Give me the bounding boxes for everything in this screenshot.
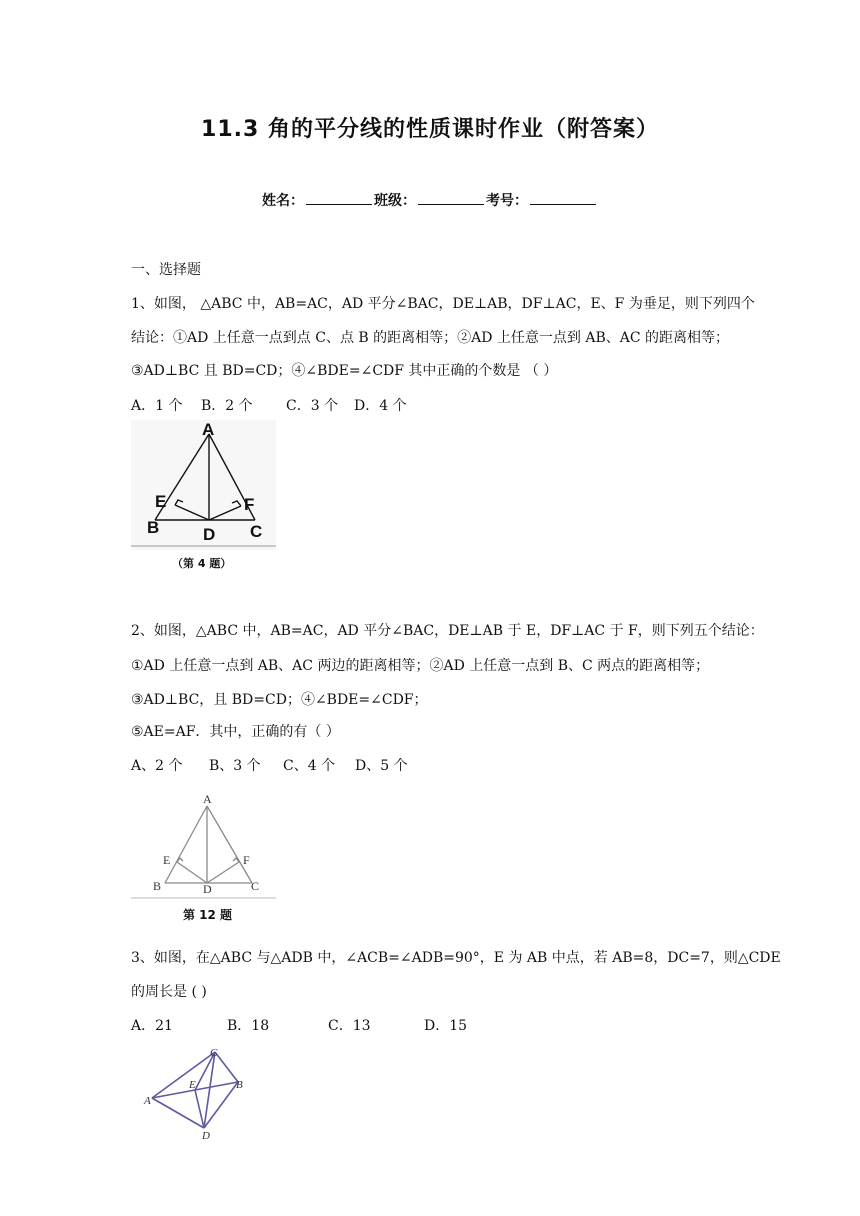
q1-line-3: ③AD⊥BC 且 BD=CD；④∠BDE=∠CDF 其中正确的个数是 （ ）	[131, 363, 558, 379]
q2-label-d: D	[203, 882, 212, 896]
name-label: 姓名：	[262, 193, 304, 209]
q3-label-c: C	[210, 1047, 218, 1059]
q2-label-c: C	[251, 879, 260, 893]
q3-options	[131, 1015, 467, 1035]
name-blank	[306, 192, 372, 205]
q3-option-b: B．18	[227, 1018, 270, 1034]
q3-option-d: D．15	[424, 1018, 468, 1034]
section-heading: 一、选择题	[131, 262, 201, 278]
q2-triangle-lines	[165, 806, 252, 883]
q1-option-d: D．4 个	[354, 398, 407, 414]
q2-line-2: ①AD 上任意一点到 AB、AC 两边的距离相等；②AD 上任意一点到 B、C 两点的距离相等；	[131, 658, 710, 674]
q2-option-b: B、3 个	[209, 758, 261, 774]
q2-options	[131, 755, 408, 775]
q2-figure-caption: 第 12 题	[183, 908, 233, 922]
q1-option-c: C．3 个	[286, 398, 339, 414]
q2-line-3: ③AD⊥BC，且 BD=CD；④∠BDE=∠CDF；	[131, 692, 428, 708]
q1-figure	[131, 420, 276, 550]
q2-label-e: E	[163, 853, 171, 867]
class-blank	[418, 192, 484, 205]
q3-label-b: B	[236, 1079, 243, 1091]
q1-options	[131, 395, 407, 415]
q3-line-1: 3、如图，在△ABC 与△ADB 中，∠ACB=∠ADB=90°，E 为 AB 中点，若 AB=8，DC=7，则△CDE	[131, 950, 781, 966]
q1-line-1: 1、如图， △ABC 中，AB=AC，AD 平分∠BAC，DE⊥AB，DF⊥AC，E、F 为垂足，则下列四个	[131, 296, 755, 312]
q2-option-d: D、5 个	[355, 758, 408, 774]
q1-label-f: F	[244, 495, 255, 514]
q1-figure-caption: （第 4 题）	[172, 557, 232, 570]
q1-label-c: C	[250, 522, 263, 541]
q1-label-d: D	[203, 525, 216, 544]
q1-label-e: E	[155, 492, 167, 511]
q1-option-b: B．2 个	[201, 398, 253, 414]
q3-option-a: A．21	[131, 1018, 173, 1034]
q3-label-e: E	[189, 1079, 196, 1091]
q2-label-f: F	[243, 853, 250, 867]
q2-figure	[131, 790, 276, 902]
q1-label-b: B	[147, 518, 160, 537]
class-label: 班级：	[374, 193, 416, 209]
q2-line-1: 2、如图，△ABC 中，AB=AC，AD 平分∠BAC，DE⊥AB 于 E，DF⊥AC 于 F，则下列五个结论：	[131, 623, 764, 639]
student-info-row	[0, 190, 860, 210]
q2-label-b: B	[153, 879, 162, 893]
q1-option-a: A．1 个	[131, 398, 183, 414]
q2-option-a: A、2 个	[131, 758, 183, 774]
q1-line-2: 结论：①AD 上任意一点到点 C、点 B 的距离相等；②AD 上任意一点到 AB、AC 的距离相等；	[131, 330, 730, 346]
q3-figure	[140, 1042, 260, 1142]
q2-label-a: A	[203, 792, 212, 806]
q1-label-a: A	[202, 420, 215, 439]
q3-option-c: C．13	[328, 1018, 371, 1034]
q3-line-2: 的周长是 ( )	[131, 984, 207, 1000]
page-title: 11.3 角的平分线的性质课时作业（附答案）	[201, 117, 659, 142]
q3-label-d: D	[202, 1130, 210, 1142]
exam-blank	[530, 192, 596, 205]
q2-option-c: C、4 个	[283, 758, 336, 774]
exam-label: 考号：	[486, 193, 528, 209]
q2-line-4: ⑤AE=AF．其中，正确的有（ ）	[131, 724, 340, 740]
q3-label-a: A	[144, 1095, 151, 1107]
